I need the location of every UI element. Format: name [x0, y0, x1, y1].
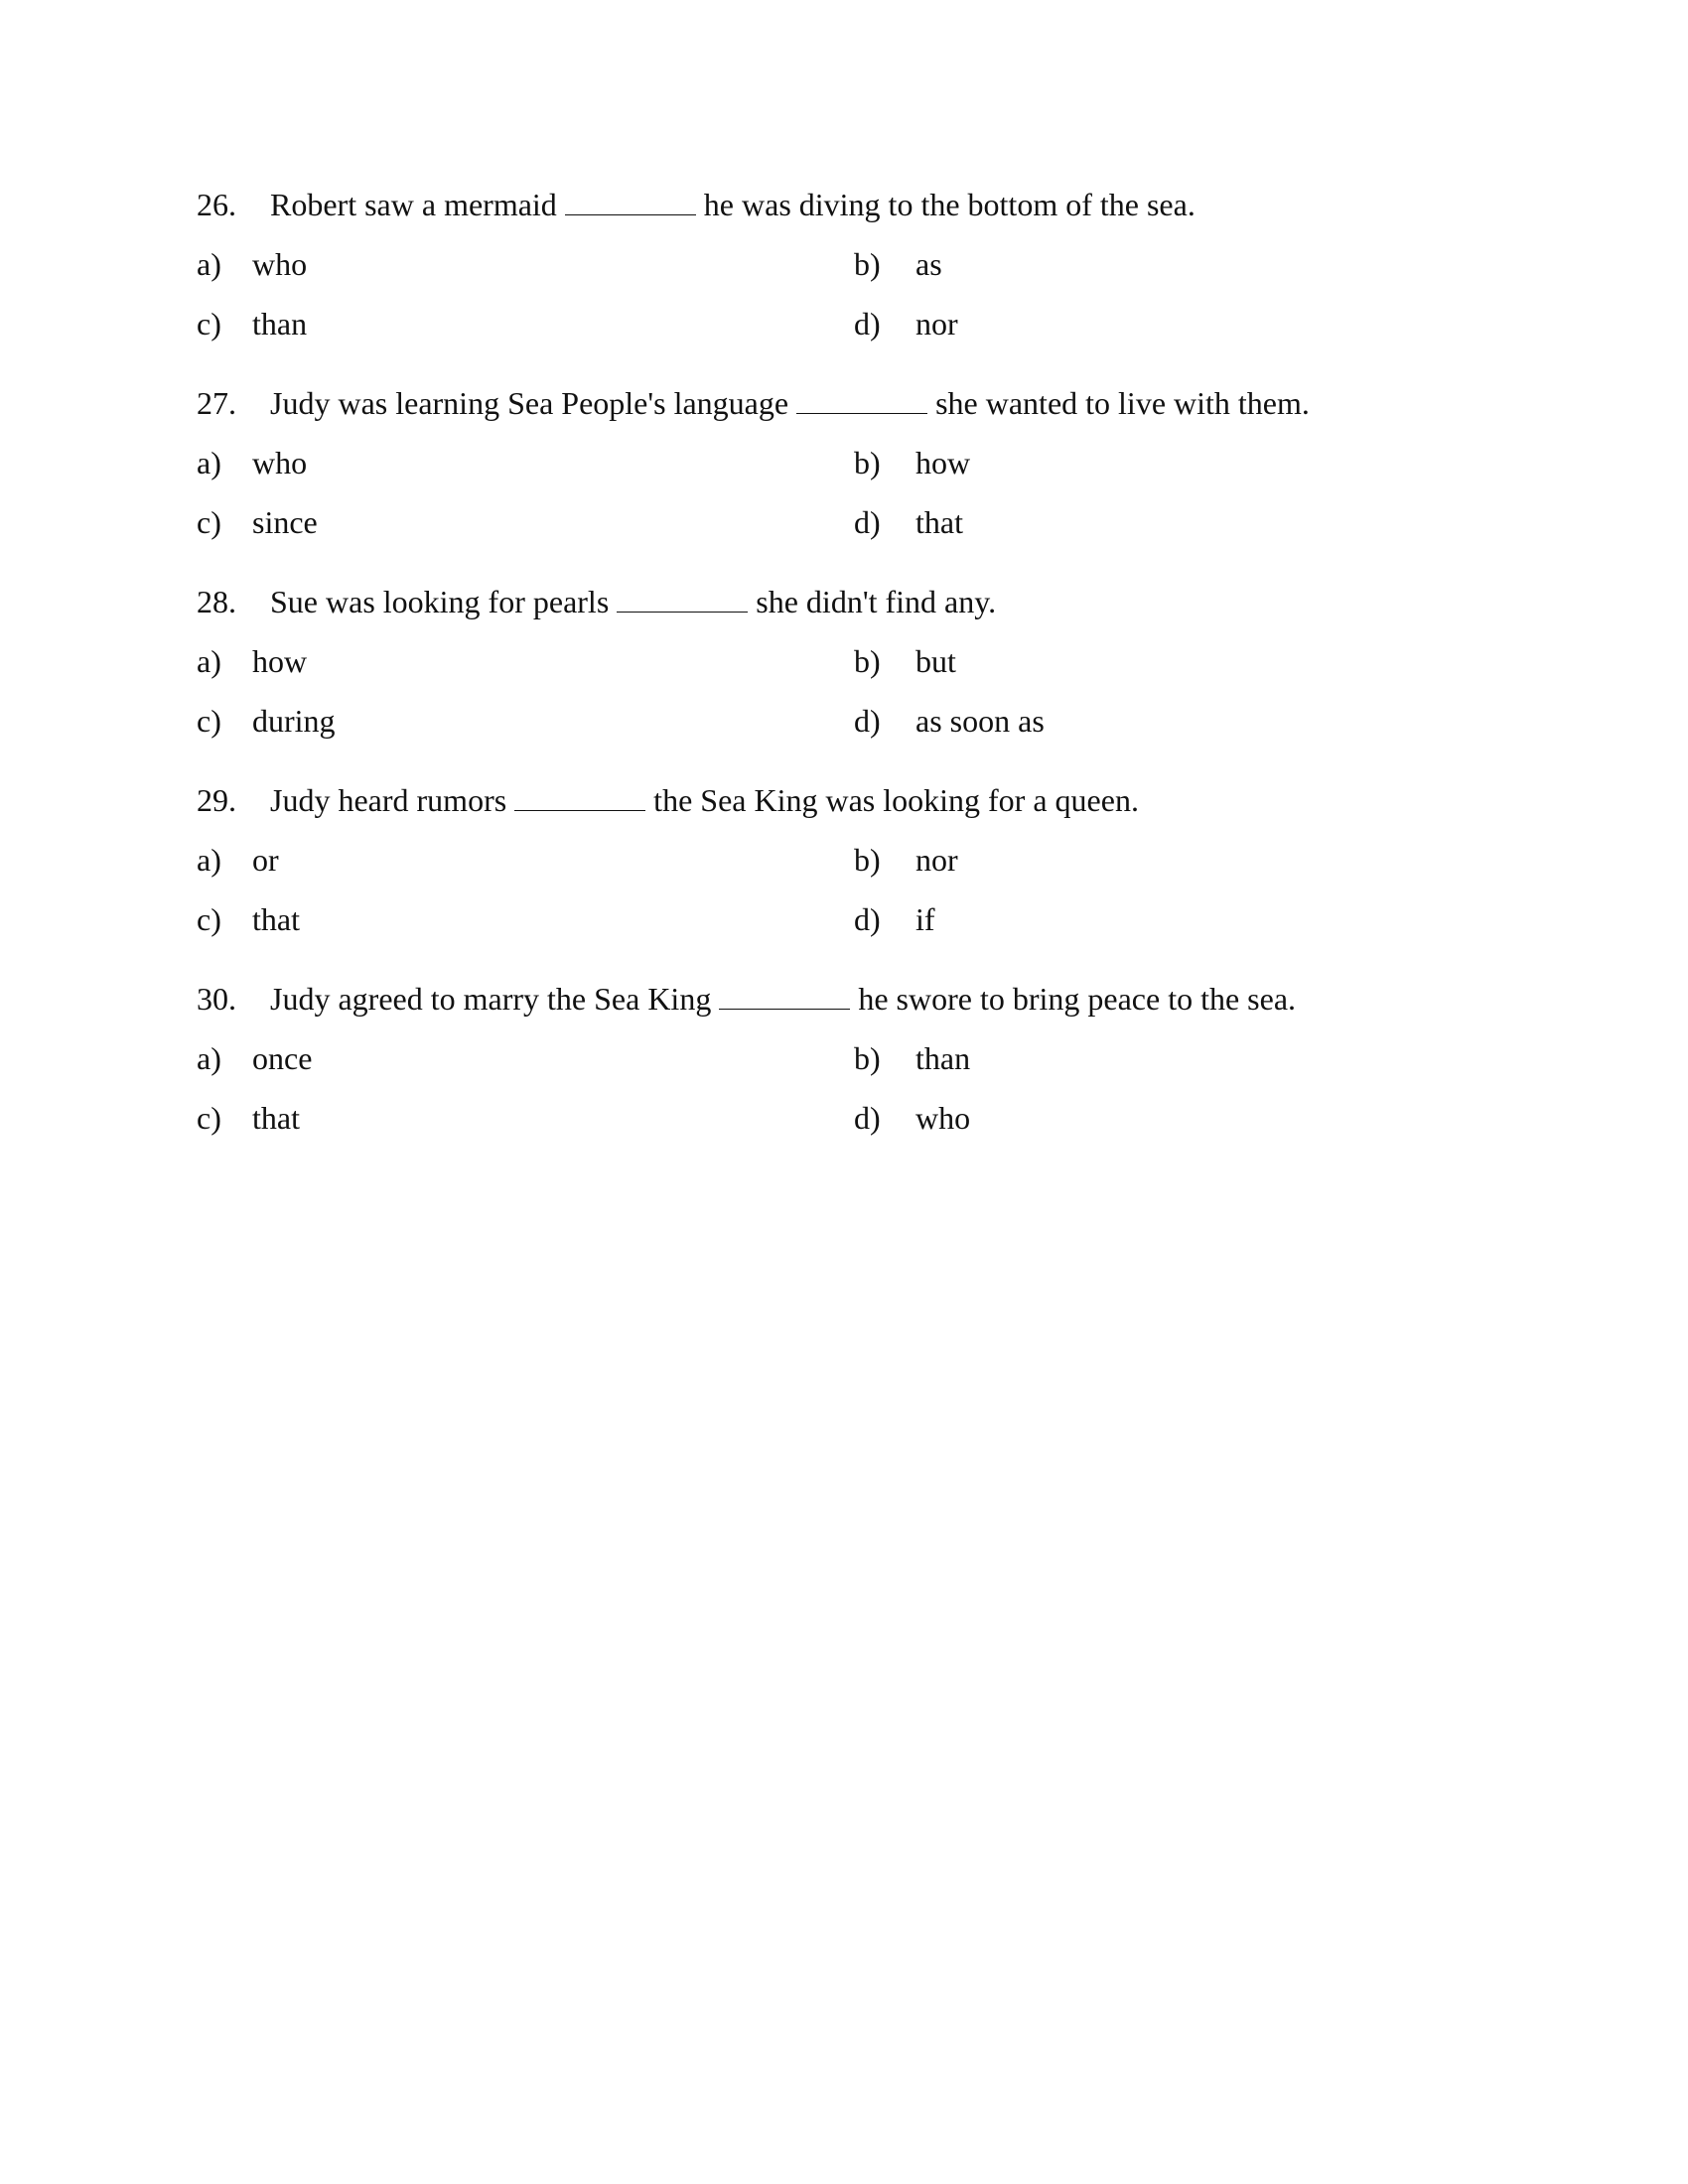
question-26	[197, 185, 1438, 363]
option-text: nor	[915, 306, 958, 341]
option-c[interactable]	[197, 304, 307, 343]
option-letter: b)	[854, 1040, 881, 1076]
option-d[interactable]	[854, 502, 963, 542]
question-27	[197, 383, 1438, 562]
option-d[interactable]	[854, 1098, 970, 1138]
option-c[interactable]	[197, 899, 300, 939]
option-b[interactable]	[854, 244, 942, 284]
option-c[interactable]	[197, 701, 336, 741]
options-row-cd	[197, 502, 1438, 562]
option-letter: a)	[197, 445, 221, 480]
question-stem	[197, 780, 1438, 840]
answer-blank[interactable]	[796, 384, 927, 414]
option-text: who	[252, 246, 308, 282]
options-row-cd	[197, 1098, 1438, 1158]
option-a[interactable]	[197, 244, 307, 284]
option-c[interactable]	[197, 502, 318, 542]
option-a[interactable]	[197, 840, 279, 880]
question-text-before: Judy was learning Sea People's language	[270, 385, 789, 421]
option-text: who	[252, 445, 308, 480]
options-row-cd	[197, 899, 1438, 959]
option-letter: c)	[197, 504, 221, 540]
options-row-ab	[197, 840, 1438, 899]
option-letter: b)	[854, 842, 881, 878]
option-d[interactable]	[854, 899, 935, 939]
answer-blank[interactable]	[617, 583, 748, 613]
option-b[interactable]	[854, 443, 970, 482]
option-letter: b)	[854, 445, 881, 480]
option-a[interactable]	[197, 641, 307, 681]
option-text: who	[915, 1100, 971, 1136]
question-text-after: she didn't find any.	[756, 584, 997, 619]
option-text: than	[915, 1040, 971, 1076]
question-number: 28.	[197, 584, 236, 619]
question-text-before: Judy heard rumors	[270, 782, 507, 818]
option-d[interactable]	[854, 701, 1045, 741]
option-text: if	[915, 901, 935, 937]
option-text: since	[252, 504, 318, 540]
option-a[interactable]	[197, 443, 307, 482]
question-text-before: Robert saw a mermaid	[270, 187, 557, 222]
option-letter: a)	[197, 1040, 221, 1076]
option-letter: c)	[197, 1100, 221, 1136]
question-number: 30.	[197, 981, 236, 1017]
option-letter: d)	[854, 703, 881, 739]
question-number: 29.	[197, 782, 236, 818]
question-text-after: the Sea King was looking for a queen.	[653, 782, 1139, 818]
option-letter: c)	[197, 703, 221, 739]
answer-blank[interactable]	[565, 186, 696, 215]
question-text-before: Sue was looking for pearls	[270, 584, 610, 619]
question-text-after: she wanted to live with them.	[935, 385, 1310, 421]
option-letter: b)	[854, 246, 881, 282]
option-text: that	[915, 504, 963, 540]
options-row-ab	[197, 443, 1438, 502]
option-c[interactable]	[197, 1098, 300, 1138]
question-text-after: he swore to bring peace to the sea.	[858, 981, 1297, 1017]
question-stem	[197, 185, 1438, 244]
option-letter: b)	[854, 643, 881, 679]
option-text: than	[252, 306, 308, 341]
option-letter: d)	[854, 1100, 881, 1136]
option-letter: a)	[197, 246, 221, 282]
option-b[interactable]	[854, 1038, 970, 1078]
option-a[interactable]	[197, 1038, 312, 1078]
question-number: 27.	[197, 385, 236, 421]
question-29	[197, 780, 1438, 959]
option-text: that	[252, 901, 300, 937]
option-text: that	[252, 1100, 300, 1136]
option-text: but	[915, 643, 956, 679]
option-text: once	[252, 1040, 313, 1076]
option-letter: d)	[854, 901, 881, 937]
option-letter: a)	[197, 842, 221, 878]
options-row-ab	[197, 1038, 1438, 1098]
answer-blank[interactable]	[514, 781, 645, 811]
option-letter: a)	[197, 643, 221, 679]
question-stem	[197, 979, 1438, 1038]
question-text-after: he was diving to the bottom of the sea.	[703, 187, 1196, 222]
option-b[interactable]	[854, 840, 958, 880]
options-row-cd	[197, 701, 1438, 760]
question-stem	[197, 383, 1438, 443]
option-text: as	[915, 246, 942, 282]
option-letter: c)	[197, 901, 221, 937]
option-b[interactable]	[854, 641, 956, 681]
options-row-ab	[197, 244, 1438, 304]
option-letter: c)	[197, 306, 221, 341]
option-letter: d)	[854, 306, 881, 341]
question-28	[197, 582, 1438, 760]
question-text-before: Judy agreed to marry the Sea King	[270, 981, 712, 1017]
option-d[interactable]	[854, 304, 958, 343]
options-row-cd	[197, 304, 1438, 363]
option-text: during	[252, 703, 336, 739]
option-text: how	[252, 643, 308, 679]
option-text: how	[915, 445, 971, 480]
option-text: or	[252, 842, 279, 878]
option-text: as soon as	[915, 703, 1045, 739]
question-number: 26.	[197, 187, 236, 222]
question-30	[197, 979, 1438, 1158]
options-row-ab	[197, 641, 1438, 701]
question-stem	[197, 582, 1438, 641]
option-letter: d)	[854, 504, 881, 540]
answer-blank[interactable]	[719, 980, 850, 1010]
option-text: nor	[915, 842, 958, 878]
